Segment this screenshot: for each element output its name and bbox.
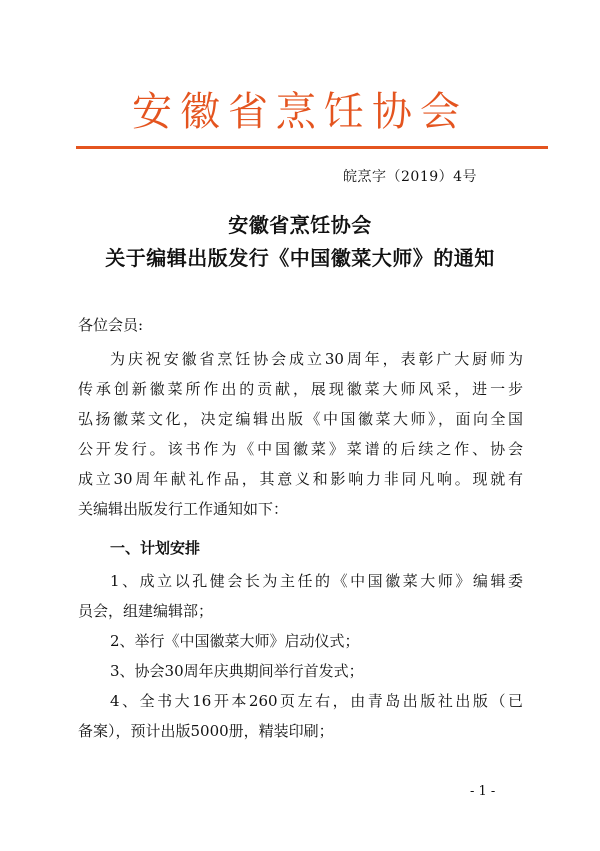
title-line-2: 关于编辑出版发行《中国徽菜大师》的通知 (105, 246, 495, 270)
body-line: 传承创新徽菜所作出的贡献，展现徽菜大师风采，进一步 (78, 380, 523, 398)
list-item: 1、成立以孔健会长为主任的《中国徽菜大师》编辑委 (110, 572, 523, 590)
letterhead-red-rule (76, 146, 548, 149)
section-heading: 一、计划安排 (110, 539, 201, 557)
list-item: 3、协会30周年庆典期间举行首发式； (110, 662, 364, 680)
letterhead-org-name: 安徽省烹饪协会 (132, 89, 468, 135)
page-number: - 1 - (470, 784, 496, 799)
body-line: 弘扬徽菜文化，决定编辑出版《中国徽菜大师》，面向全国 (78, 410, 523, 428)
body-line: 公开发行。该书作为《中国徽菜》菜谱的后续之作、协会 (78, 440, 523, 458)
list-item: 备案），预计出版5000册，精装印刷； (78, 722, 334, 740)
list-item: 2、举行《中国徽菜大师》启动仪式； (110, 632, 360, 650)
list-item: 4、全书大16开本260页左右，由青岛出版社出版（已 (110, 692, 523, 710)
body-line: 关编辑出版发行工作通知如下： (78, 500, 289, 518)
document-number: 皖烹字（2019）4号 (343, 169, 478, 185)
section-items (78, 566, 523, 746)
title-line-1: 安徽省烹饪协会 (228, 213, 372, 237)
body-paragraph (78, 344, 523, 524)
list-item: 员会，组建编辑部； (78, 602, 214, 620)
body-line: 成立30周年献礼作品，其意义和影响力非同凡响。现就有 (78, 470, 523, 488)
body-line: 为庆祝安徽省烹饪协会成立30周年，表彰广大厨师为 (110, 350, 523, 368)
salutation: 各位会员: (78, 316, 144, 334)
